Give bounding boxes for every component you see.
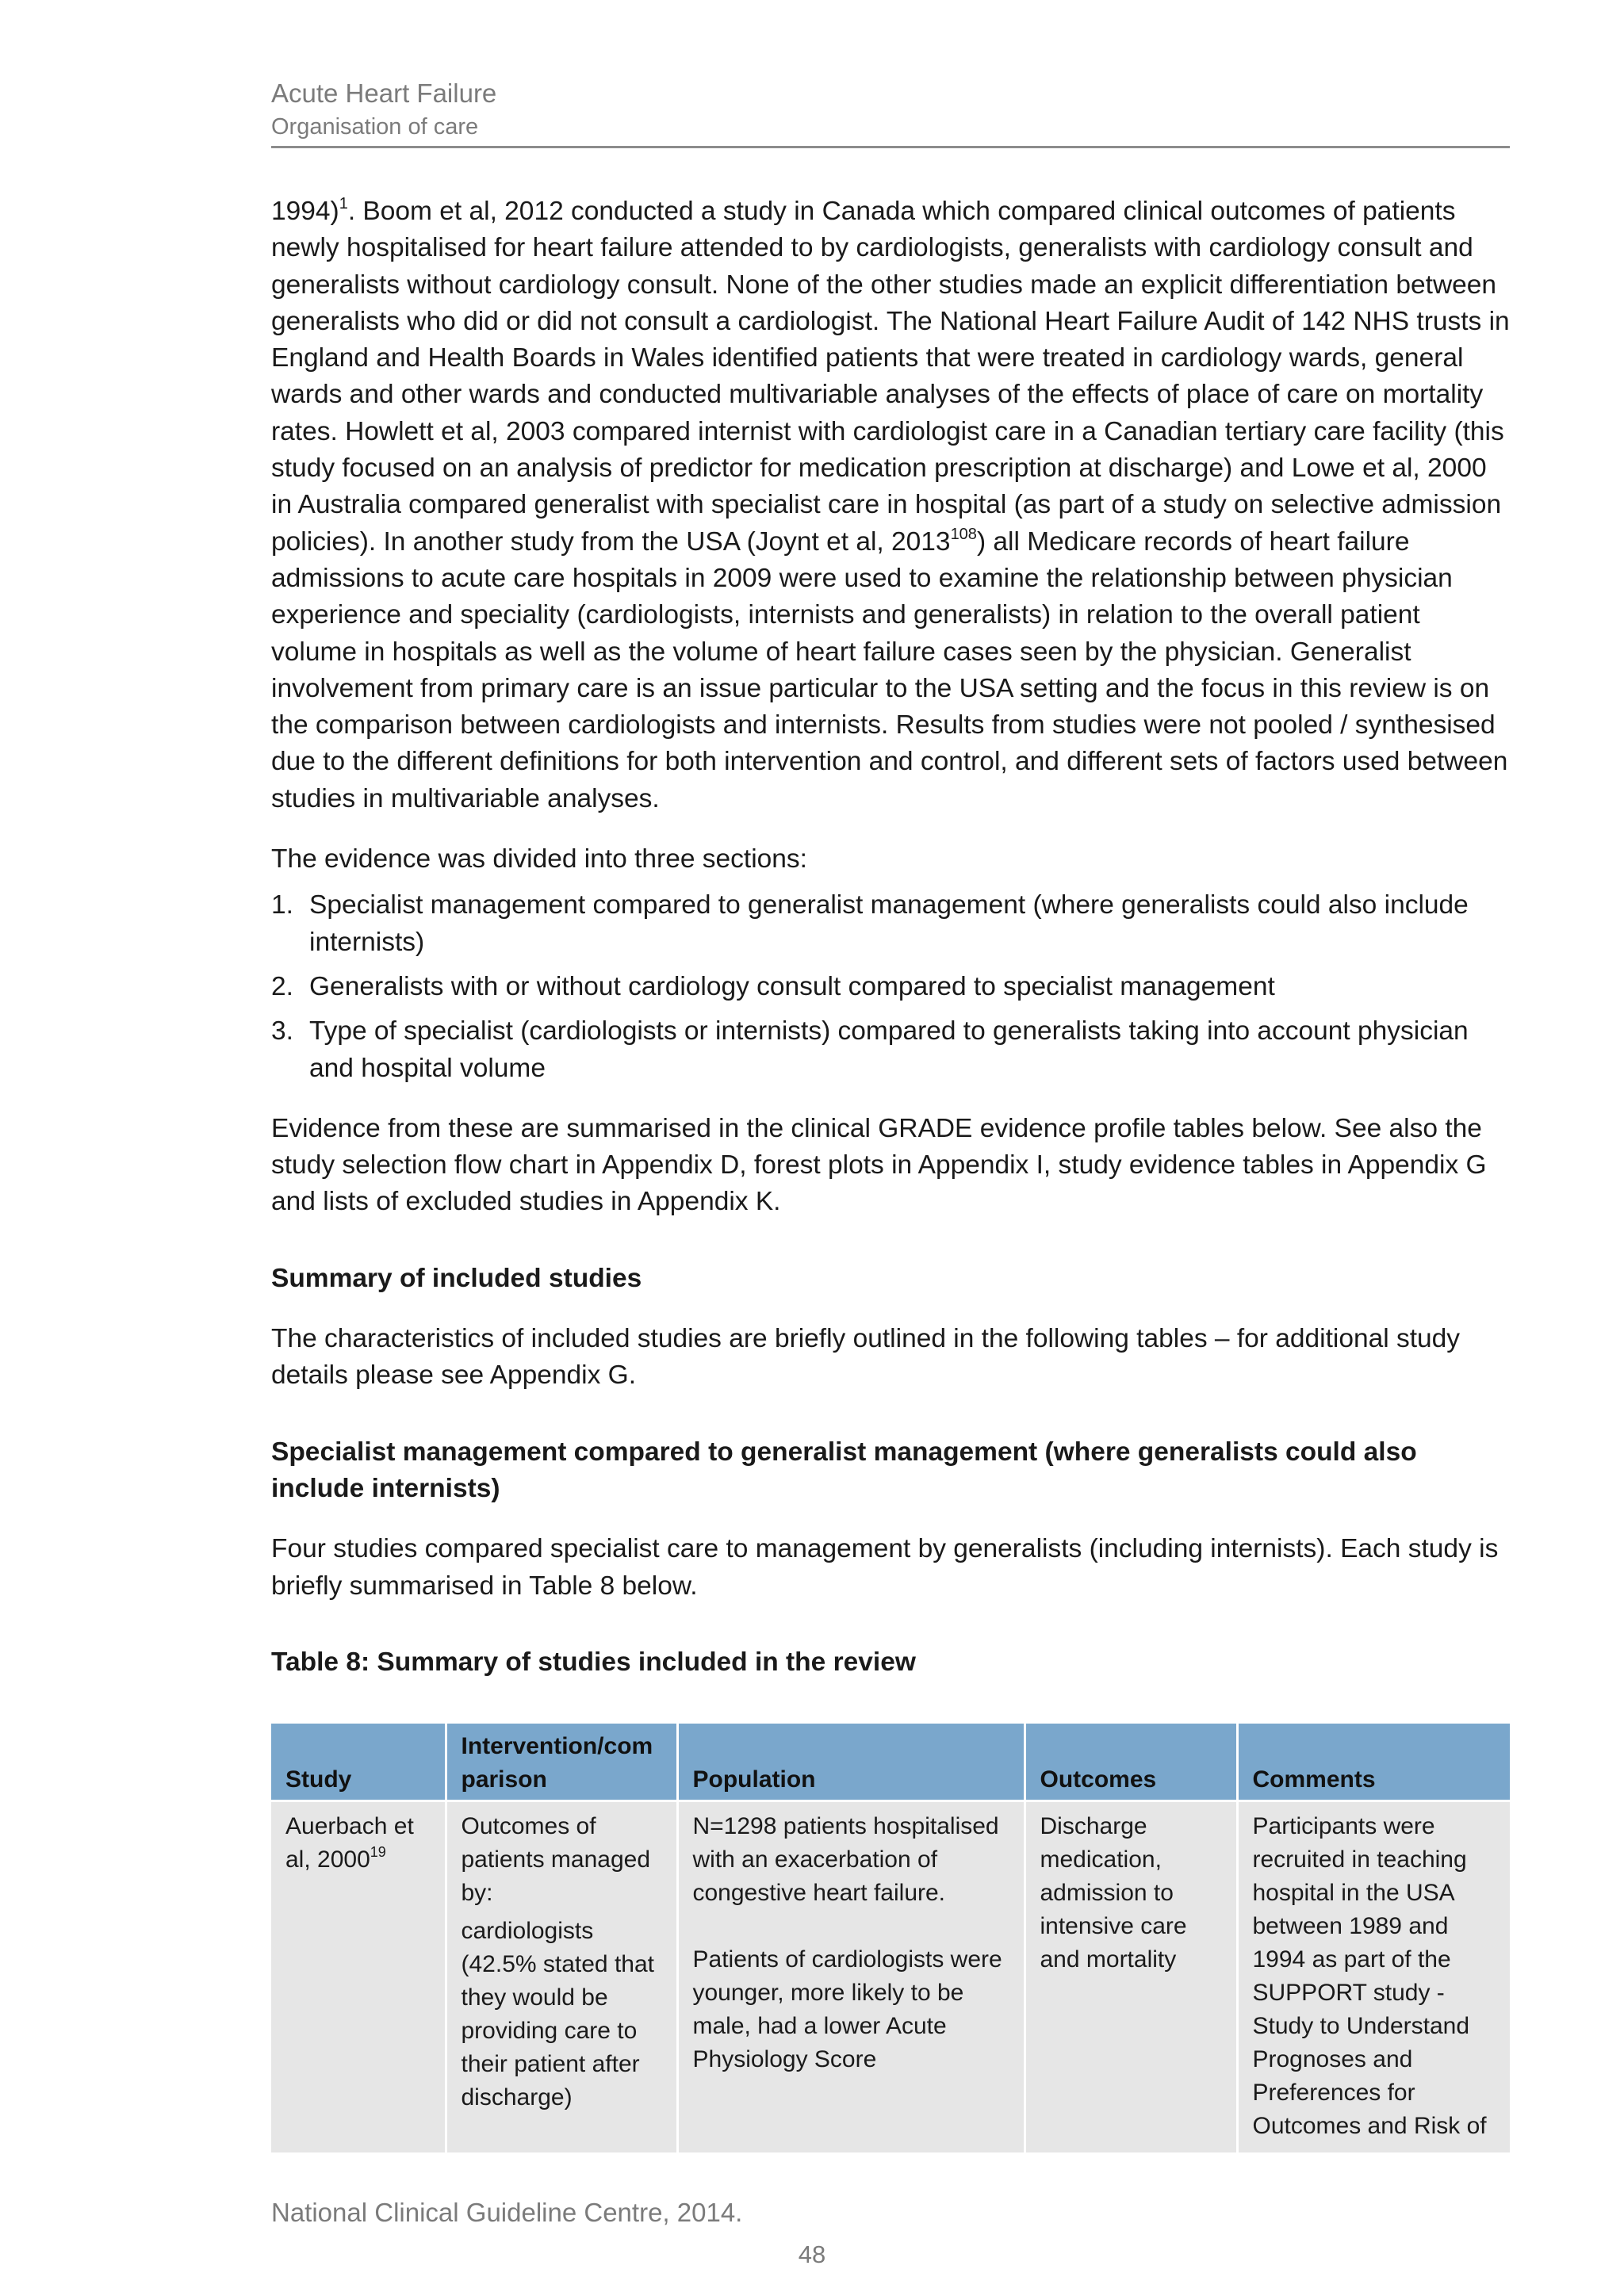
running-header [271, 76, 1510, 143]
page-content [271, 193, 1513, 1681]
summary-heading: Summary of included studies [271, 1263, 642, 1293]
table-header-row [271, 1724, 1510, 1801]
document-section: Organisation of care [271, 114, 479, 140]
text-run: . Boom et al, 2012 conducted a study in Canada which compared clinical outcomes of patients newly hospitalised for heart failure attended to by cardiologists, generalists with cardiology consult and generalists without cardiology consult. None of the other studies made an explicit differentiation between generalists who did or did not consult a cardiologist. The National Heart Failure Audit of 142 NHS trusts in England and Health Boards in Wales identified patients that were treated in cardiology wards, general wards and other wards and conducted multivariable analyses of the effects of place of care on mortality rates. Howlett et al, 2003 compared internist with cardiologist care in a Canadian tertiary care facility (this study focused on an analysis of predictor for medication prescription at discharge) and Lowe et al, 2000 in Australia compared generalist with specialist care in hospital (as part of a study on selective admission policies). In another study from the USA (Joynt et al, 2013 [271, 197, 1510, 557]
column-header-intervention: Intervention/com parison [446, 1724, 677, 1801]
column-header-population: Population [677, 1724, 1025, 1801]
cell-intervention [446, 1801, 677, 2153]
cell-outcomes: Discharge medication, admission to intensive care and mortality [1025, 1801, 1237, 2153]
page-number: 48 [798, 2241, 826, 2268]
cell-comments: Participants were recruited in teaching hospital in the USA between 1989 and 1994 as part of the SUPPORT study - Study to Understand Prognoses and Preferences for Outcomes and Risk of [1237, 1801, 1510, 2153]
characteristics-paragraph: The characteristics of included studies are briefly outlined in the following tables – for additional study details please see Appendix G. [271, 1324, 1461, 1391]
list-item-text: Specialist management compared to generalist management (where generalists could also include internists) [309, 890, 1469, 957]
section-heading: Specialist management compared to generalist management (where generalists could also include internists) [271, 1437, 1417, 1503]
header-divider [271, 146, 1510, 148]
reference-superscript: 108 [950, 525, 977, 543]
population-text: N=1298 patients hospitalised with an exacerbation of congestive heart failure. [692, 1813, 999, 1906]
cell-population [677, 1801, 1025, 2153]
column-header-comments: Comments [1237, 1724, 1510, 1801]
text-run: 1994) [271, 197, 339, 226]
list-number: 2. [271, 971, 293, 1001]
list-number: 3. [271, 1016, 293, 1047]
list-item [271, 1013, 1513, 1087]
cell-study [271, 1801, 446, 2153]
table-caption: Table 8: Summary of studies included in the review [271, 1647, 916, 1677]
four-studies-paragraph: Four studies compared specialist care to management by generalists (including internists). Each study is briefly summarised in Table 8 below. [271, 1534, 1499, 1601]
list-item-text: Generalists with or without cardiology consult compared to specialist management [309, 971, 1275, 1001]
study-name: Auerbach et al, 2000 [285, 1813, 414, 1873]
list-item [271, 887, 1513, 961]
column-header-study: Study [271, 1724, 446, 1801]
summary-table [271, 1724, 1510, 2152]
list-item-text: Type of specialist (cardiologists or internists) compared to generalists taking into account physician and hospital volume [309, 1016, 1469, 1083]
body-paragraph [271, 193, 1513, 817]
text-run: ) all Medicare records of heart failure admissions to acute care hospitals in 2009 were used to examine the relationship between physician experience and speciality (cardiologists, internists and generalists) in relation to the overall patient volume in hospitals as well as the volume of heart failure cases seen by the physician. Generalist involvement from primary care is an issue particular to the USA setting and the focus in this review is on the comparison between cardiologists and internists. Results from studies were not pooled / synthesised due to the different definitions for both intervention and control, and different sets of factors used between studies in multivariable analyses. [271, 526, 1508, 813]
reference-superscript: 19 [370, 1844, 386, 1860]
document-title: Acute Heart Failure [271, 78, 497, 108]
intervention-text: cardiologists (42.5% stated that they would be providing care to their patient after discharge) [461, 1918, 654, 2110]
list-number: 1. [271, 890, 293, 920]
column-header-outcomes: Outcomes [1025, 1724, 1237, 1801]
footer-text: National Clinical Guideline Centre, 2014. [271, 2198, 743, 2227]
population-text: Patients of cardiologists were younger, more likely to be male, had a lower Acute Physiology Score [692, 1946, 1002, 2072]
sections-list [271, 887, 1513, 1086]
reference-superscript: 1 [339, 194, 348, 212]
intervention-text: Outcomes of patients managed by: [461, 1813, 651, 1906]
table-row [271, 1801, 1510, 2153]
sections-intro: The evidence was divided into three sections: [271, 844, 807, 874]
evidence-paragraph: Evidence from these are summarised in the clinical GRADE evidence profile tables below. See also the study selection flow chart in Appendix D, forest plots in Appendix I, study evidence tables in Appendix G and lists of excluded studies in Appendix K. [271, 1113, 1487, 1217]
list-item [271, 969, 1513, 1005]
